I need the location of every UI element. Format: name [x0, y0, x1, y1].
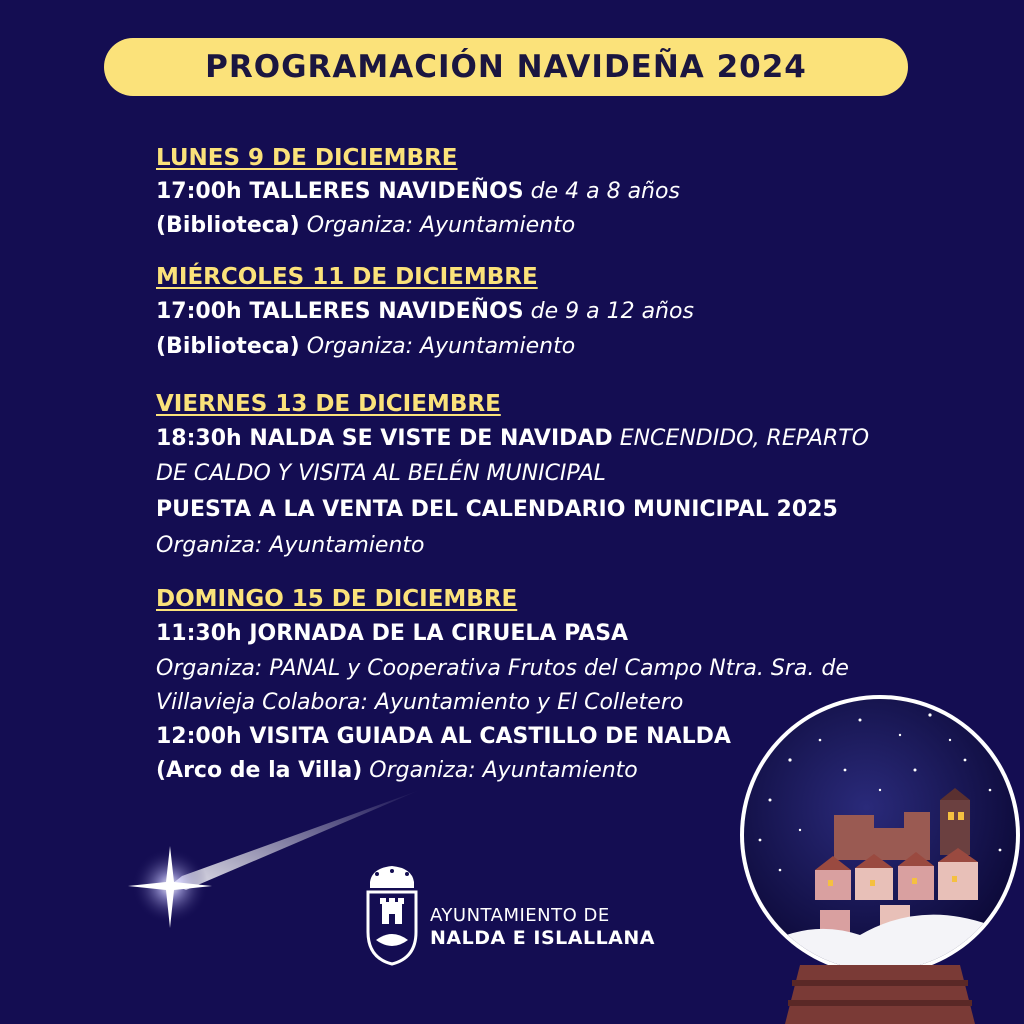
event-line: 11:30h JORNADA DE LA CIRUELA PASA: [156, 621, 629, 646]
event-line: Organiza: Ayuntamiento: [156, 533, 425, 558]
day-heading: VIERNES 13 DE DICIEMBRE: [156, 391, 501, 417]
snow-globe-icon: [740, 695, 1020, 1024]
page-title: PROGRAMACIÓN NAVIDEÑA 2024: [205, 49, 807, 85]
event-line: 12:00h VISITA GUIADA AL CASTILLO DE NALDA: [156, 724, 731, 749]
institution-line-1: AYUNTAMIENTO DE: [430, 905, 610, 926]
event-line: DE CALDO Y VISITA AL BELÉN MUNICIPAL: [156, 461, 606, 486]
event-line: 18:30h NALDA SE VISTE DE NAVIDAD ENCENDIDO, REPARTO: [156, 426, 870, 451]
event-line: Organiza: PANAL y Cooperativa Frutos del Campo Ntra. Sra. de: [156, 656, 849, 681]
day-heading: DOMINGO 15 DE DICIEMBRE: [156, 586, 518, 612]
coat-of-arms-icon: [362, 862, 422, 966]
institution-name: [430, 904, 655, 950]
event-line: 17:00h TALLERES NAVIDEÑOS de 9 a 12 años: [156, 299, 694, 324]
event-line: (Arco de la Villa) Organiza: Ayuntamiento: [156, 758, 638, 783]
event-line: Villavieja Colabora: Ayuntamiento y El Colletero: [156, 690, 684, 715]
institution-line-2: NALDA E ISLALLANA: [430, 927, 655, 949]
event-line: (Biblioteca) Organiza: Ayuntamiento: [156, 334, 576, 359]
event-line: 17:00h TALLERES NAVIDEÑOS de 4 a 8 años: [156, 179, 680, 204]
title-banner: [104, 38, 908, 96]
day-heading: LUNES 9 DE DICIEMBRE: [156, 145, 458, 171]
day-heading: MIÉRCOLES 11 DE DICIEMBRE: [156, 264, 538, 290]
event-line: PUESTA A LA VENTA DEL CALENDARIO MUNICIPAL 2025: [156, 497, 838, 522]
event-line: (Biblioteca) Organiza: Ayuntamiento: [156, 213, 576, 238]
